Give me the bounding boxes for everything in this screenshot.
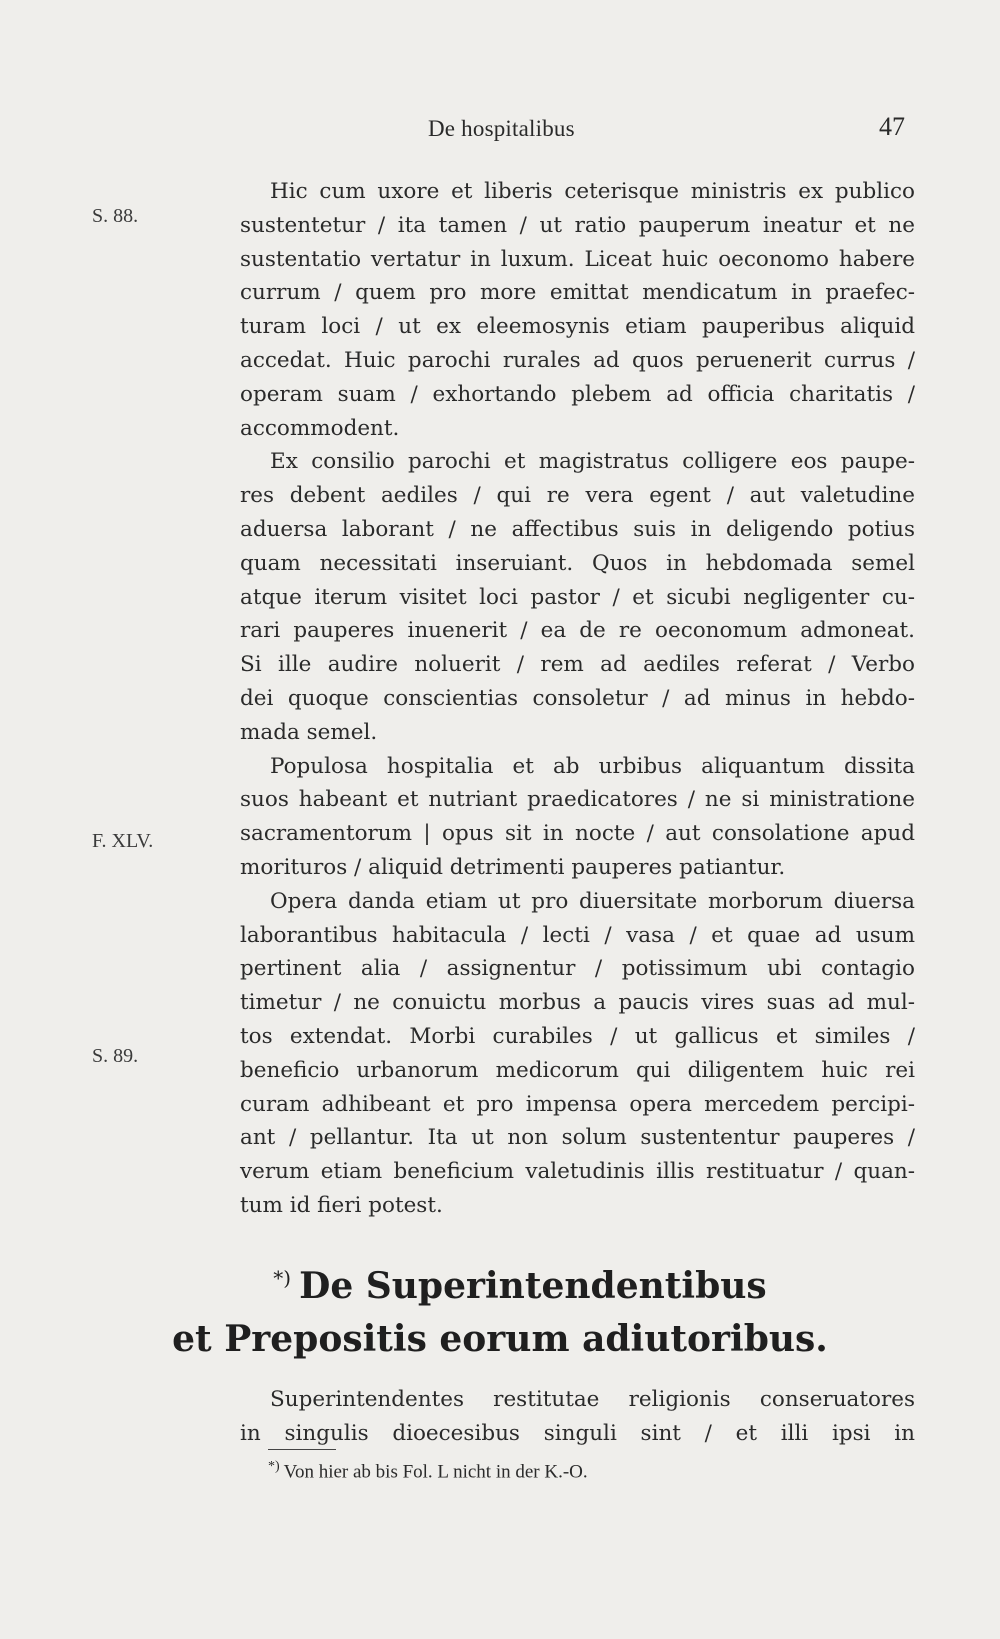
text-line: sustentetur / ita tamen / ut ratio pauperum ineatur et ne <box>240 212 915 238</box>
text-line: dei quoque conscientias consoletur / ad minus in hebdo- <box>240 685 915 711</box>
text-line: Hic cum uxore et liberis ceterisque ministris ex publico <box>270 179 915 204</box>
text-line: currum / quem pro more emittat mendicatum in praefec- <box>240 280 915 306</box>
text-line: Superintendentes restitutae religionis conseruatores <box>270 1387 915 1412</box>
text-line: accedat. Huic parochi rurales ad quos peruenerit currus / <box>240 347 915 373</box>
section-body-text <box>240 1383 915 1451</box>
text-line: sustentatio vertatur in luxum. Liceat huic oeconomo habere <box>240 246 915 272</box>
text-line: operam suam / exhortando plebem ad officia charitatis / <box>240 381 915 407</box>
text-line: Opera danda etiam ut pro diuersitate morborum diuersa <box>270 888 915 914</box>
page-header <box>0 112 1000 146</box>
text-line: aduersa laborant / ne affectibus suis in deligendo potius <box>240 516 915 542</box>
text-line: Ex consilio parochi et magistratus colligere eos paupe- <box>270 449 915 475</box>
text-line: laborantibus habitacula / lecti / vasa / et quae ad usum <box>240 922 915 948</box>
text-line: Populosa hospitalia et ab urbibus aliquantum dissita <box>270 753 915 779</box>
margin-note-s89: S. 89. <box>92 1045 139 1067</box>
text-line: res debent aediles / qui re vera egent / aut valetudine <box>240 483 915 509</box>
running-title: De hospitalibus <box>428 116 575 141</box>
text-line: quam necessitati inseruiant. Quos in hebdomada semel <box>240 550 915 576</box>
text-line: mada semel. <box>240 719 378 745</box>
section-heading <box>0 1265 1000 1307</box>
margin-note-fxlv: F. XLV. <box>92 830 154 852</box>
text-line: Si ille audire noluerit / rem ad aediles referat / Verbo <box>240 652 915 678</box>
text-line: accommodent. <box>240 415 400 441</box>
section-heading-line-2: et Prepositis eorum adiutoribus. <box>172 1318 828 1360</box>
body-text <box>240 175 915 1223</box>
text-line: suos habeant et nutriant praedicatores / ne si ministratione <box>240 787 915 813</box>
text-line: rari pauperes inuenerit / ea de re oeconomum admoneat. <box>240 618 915 644</box>
text-line: beneficio urbanorum medicorum qui diligentem huic rei <box>240 1057 915 1083</box>
text-line: verum etiam beneficium valetudinis illis restituatur / quan- <box>240 1159 915 1185</box>
text-line: morituros / aliquid detrimenti pauperes patiantur. <box>240 854 786 880</box>
text-line: tum id fieri potest. <box>240 1192 443 1218</box>
text-line: ant / pellantur. Ita ut non solum sustententur pauperes / <box>240 1125 915 1151</box>
text-line: pertinent alia / assignentur / potissimum ubi contagio <box>240 956 915 982</box>
text-line: timetur / ne conuictu morbus a paucis vires suas ad mul- <box>240 990 915 1016</box>
footnote <box>268 1459 588 1483</box>
footnote-text: Von hier ab bis Fol. L nicht in der K.-O. <box>283 1461 588 1483</box>
page-number: 47 <box>879 112 905 141</box>
footnote-divider <box>268 1449 336 1450</box>
section-heading-line-1: De Superintendentibus <box>299 1265 767 1307</box>
margin-note-s88: S. 88. <box>92 205 139 227</box>
text-line: turam loci / ut ex eleemosynis etiam pauperibus aliquid <box>240 314 915 340</box>
text-line: in singulis dioecesibus singuli sint / et illi ipsi in <box>240 1420 915 1446</box>
footnote-mark: *) <box>268 1459 280 1474</box>
text-line: curam adhibeant et pro impensa opera mercedem percipi- <box>240 1091 915 1117</box>
text-line: sacramentorum | opus sit in nocte / aut consolatione apud <box>240 821 915 847</box>
footnote-reference: *) <box>273 1266 292 1290</box>
text-line: atque iterum visitet loci pastor / et sicubi negligenter cu- <box>240 584 915 610</box>
text-line: tos extendat. Morbi curabiles / ut gallicus et similes / <box>240 1023 915 1049</box>
